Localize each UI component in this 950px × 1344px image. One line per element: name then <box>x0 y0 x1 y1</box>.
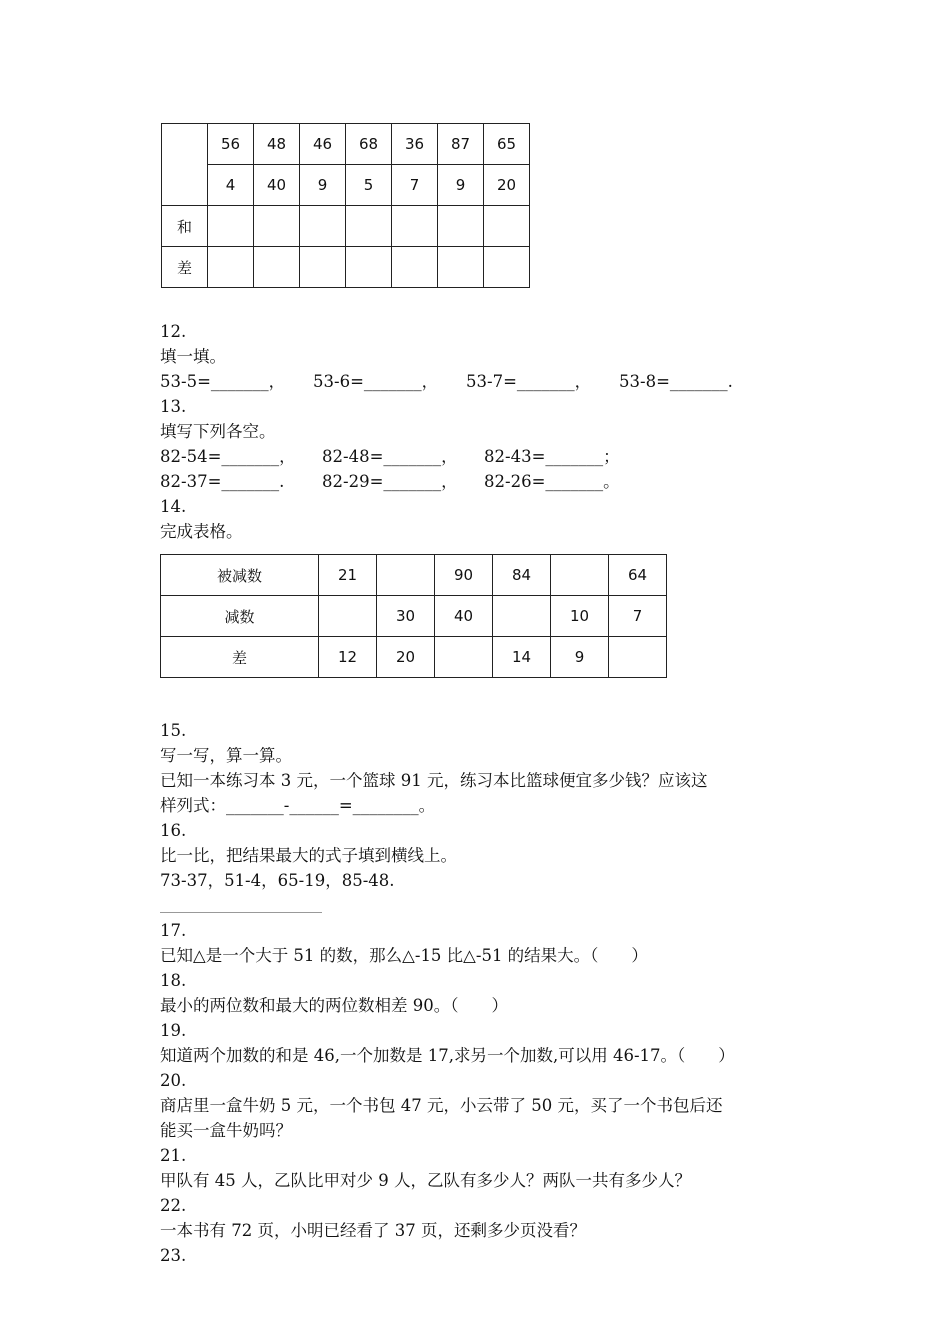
row-header-sum: 和 <box>162 206 208 247</box>
table-cell: 5 <box>346 165 392 206</box>
answer-cell[interactable] <box>208 206 254 247</box>
question-text: 已知△是一个大于 51 的数，那么△-15 比△-51 的结果大。（ ） <box>160 946 648 965</box>
question-title: 写一写，算一算。 <box>160 746 292 765</box>
answer-cell[interactable] <box>300 206 346 247</box>
question-number: 14. <box>160 497 187 516</box>
answer-cell[interactable] <box>392 206 438 247</box>
table-cell[interactable]: 12 <box>319 637 377 678</box>
question-number: 15. <box>160 721 187 740</box>
table-cell: 48 <box>254 124 300 165</box>
question-text[interactable]: 样列式：_______-______=________。 <box>160 796 436 815</box>
question-number: 23. <box>160 1246 187 1265</box>
table-cell[interactable]: 90 <box>435 555 493 596</box>
fill-blank-item[interactable]: 82-43=_______； <box>484 447 620 466</box>
answer-cell[interactable] <box>208 247 254 288</box>
question-number: 21. <box>160 1146 187 1165</box>
table-cell: 65 <box>484 124 530 165</box>
answer-cell[interactable] <box>392 247 438 288</box>
answer-cell[interactable] <box>346 206 392 247</box>
table-cell[interactable]: 9 <box>551 637 609 678</box>
table-cell: 68 <box>346 124 392 165</box>
table-cell: 20 <box>484 165 530 206</box>
question-number: 12. <box>160 322 187 341</box>
row-header-minuend: 被减数 <box>161 555 319 596</box>
question-number: 13. <box>160 397 187 416</box>
question-text: 商店里一盒牛奶 5 元，一个书包 47 元，小云带了 50 元，买了一个书包后还 <box>160 1096 723 1115</box>
question-text: 能买一盒牛奶吗？ <box>160 1121 292 1140</box>
question-text: 一本书有 72 页，小明已经看了 37 页，还剩多少页没看？ <box>160 1221 586 1240</box>
table-cell[interactable]: 21 <box>319 555 377 596</box>
table-row <box>162 165 530 206</box>
table-cell: 4 <box>208 165 254 206</box>
fill-blank-item[interactable]: 53-6=_______， <box>313 372 439 391</box>
question-text: 最小的两位数和最大的两位数相差 90。（ ） <box>160 996 508 1015</box>
table-cell[interactable]: 30 <box>377 596 435 637</box>
subtraction-table <box>160 554 667 678</box>
question-title: 填写下列各空。 <box>160 422 276 441</box>
answer-cell[interactable] <box>346 247 392 288</box>
table-cell: 36 <box>392 124 438 165</box>
fill-blank-item[interactable]: 82-29=_______， <box>322 472 458 491</box>
answer-line[interactable] <box>160 912 322 913</box>
table-cell[interactable] <box>435 637 493 678</box>
table-cell: 7 <box>392 165 438 206</box>
table-row <box>162 124 530 165</box>
table-cell[interactable] <box>493 596 551 637</box>
table-cell[interactable]: 40 <box>435 596 493 637</box>
table-cell[interactable]: 20 <box>377 637 435 678</box>
fill-blank-item[interactable]: 82-48=_______， <box>322 447 458 466</box>
question-text: 已知一本练习本 3 元，一个篮球 91 元，练习本比篮球便宜多少钱？应该这 <box>160 771 708 790</box>
fill-blank-item[interactable]: 82-26=_______。 <box>484 472 620 491</box>
answer-cell[interactable] <box>300 247 346 288</box>
table-row <box>161 555 667 596</box>
table-cell[interactable]: 10 <box>551 596 609 637</box>
question-number: 19. <box>160 1021 187 1040</box>
table-cell: 56 <box>208 124 254 165</box>
question-title: 比一比，把结果最大的式子填到横线上。 <box>160 846 457 865</box>
sum-difference-table <box>161 123 530 288</box>
table-row <box>161 637 667 678</box>
table-cell[interactable] <box>609 637 667 678</box>
question-number: 18. <box>160 971 187 990</box>
table-cell[interactable]: 84 <box>493 555 551 596</box>
question-number: 17. <box>160 921 187 940</box>
table-cell: 87 <box>438 124 484 165</box>
table-cell: 9 <box>300 165 346 206</box>
table-cell[interactable] <box>319 596 377 637</box>
question-title: 填一填。 <box>160 347 226 366</box>
table-cell[interactable]: 7 <box>609 596 667 637</box>
table-cell: 46 <box>300 124 346 165</box>
table-row <box>162 247 530 288</box>
question-text: 甲队有 45 人，乙队比甲对少 9 人，乙队有多少人？两队一共有多少人？ <box>160 1171 691 1190</box>
table-cell[interactable] <box>551 555 609 596</box>
question-text: 知道两个加数的和是 46,一个加数是 17,求另一个加数,可以用 46-17。（ ） <box>160 1046 735 1065</box>
question-number: 16. <box>160 821 187 840</box>
fill-blank-item[interactable]: 82-54=_______， <box>160 447 296 466</box>
table-row <box>162 206 530 247</box>
answer-cell[interactable] <box>254 247 300 288</box>
answer-cell[interactable] <box>484 247 530 288</box>
row-header-subtrahend: 减数 <box>161 596 319 637</box>
question-text: 73-37，51-4，65-19，85-48. <box>160 871 395 890</box>
question-number: 22. <box>160 1196 187 1215</box>
table-cell[interactable] <box>377 555 435 596</box>
fill-blank-item[interactable]: 53-8=_______. <box>619 372 733 391</box>
fill-blank-item[interactable]: 53-7=_______， <box>466 372 592 391</box>
question-number: 20. <box>160 1071 187 1090</box>
answer-cell[interactable] <box>484 206 530 247</box>
row-header-difference: 差 <box>161 637 319 678</box>
table-cell <box>162 124 208 206</box>
table-cell[interactable]: 64 <box>609 555 667 596</box>
answer-cell[interactable] <box>438 206 484 247</box>
fill-blank-item[interactable]: 53-5=_______， <box>160 372 286 391</box>
fill-blank-item[interactable]: 82-37=_______. <box>160 472 285 491</box>
row-header-difference: 差 <box>162 247 208 288</box>
answer-cell[interactable] <box>254 206 300 247</box>
table-row <box>161 596 667 637</box>
question-title: 完成表格。 <box>160 522 243 541</box>
table-cell: 40 <box>254 165 300 206</box>
table-cell[interactable]: 14 <box>493 637 551 678</box>
table-cell: 9 <box>438 165 484 206</box>
answer-cell[interactable] <box>438 247 484 288</box>
